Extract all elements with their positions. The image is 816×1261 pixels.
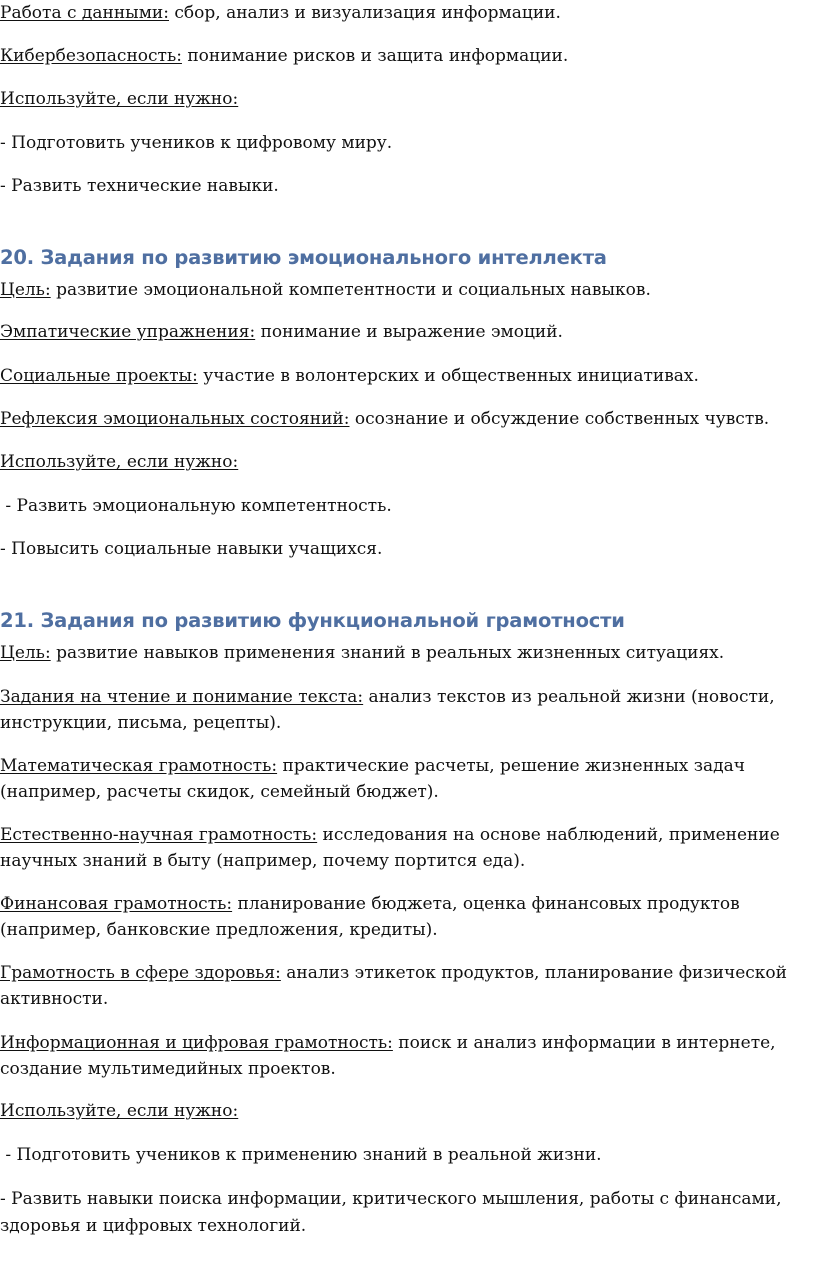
term-text: поиск и анализ информации в интернете, создание мультимедийных проектов. xyxy=(0,1033,776,1079)
paragraph-item xyxy=(0,364,810,389)
paragraph-item xyxy=(0,753,810,805)
term-text: участие в волонтерских и общественных инициативах. xyxy=(197,366,699,386)
term-text: исследования на основе наблюдений, применение научных знаний в быту (например, почему портится еда). xyxy=(0,825,780,871)
term-label: Рефлексия эмоциональных состояний: xyxy=(0,409,350,429)
term-text: практические расчеты, решение жизненных задач (например, расчеты скидок, семейный бюджет). xyxy=(0,756,746,802)
paragraph-goal xyxy=(0,278,810,303)
paragraph-cybersecurity xyxy=(0,44,810,69)
bullet-item: - Подготовить учеников к применению знаний в реальной жизни. xyxy=(0,1145,602,1165)
paragraph-goal xyxy=(0,641,810,666)
term-text: сбор, анализ и визуализация информации. xyxy=(169,3,561,23)
use-if-label: Используйте, если нужно: xyxy=(0,1101,239,1121)
section-heading-20: 20. Задания по развитию эмоционального интеллекта xyxy=(0,246,607,269)
paragraph-item xyxy=(0,1030,810,1082)
bullet-item: - Развить эмоциональную компетентность. xyxy=(0,496,392,516)
term-label: Грамотность в сфере здоровья: xyxy=(0,963,281,983)
paragraph-item xyxy=(0,320,810,345)
bullet-item: - Подготовить учеников к цифровому миру. xyxy=(0,133,393,153)
term-label: Естественно-научная грамотность: xyxy=(0,825,318,845)
use-if-label: Используйте, если нужно: xyxy=(0,452,239,472)
bullet-item: - Развить навыки поиска информации, критического мышления, работы с финансами, здоровья и цифровых технологий. xyxy=(0,1189,782,1236)
term-label: Кибербезопасность: xyxy=(0,46,182,66)
term-text: планирование бюджета, оценка финансовых продуктов (например, банковские предложения, кредиты). xyxy=(0,894,740,940)
term-label: Цель: xyxy=(0,643,51,663)
term-label: Социальные проекты: xyxy=(0,366,198,386)
term-text: развитие навыков применения знаний в реальных жизненных ситуациях. xyxy=(50,643,725,663)
bullet-item: - Повысить социальные навыки учащихся. xyxy=(0,539,383,559)
term-label: Математическая грамотность: xyxy=(0,756,278,776)
paragraph-item xyxy=(0,960,810,1012)
paragraph-item xyxy=(0,891,810,943)
term-label: Финансовая грамотность: xyxy=(0,894,233,914)
term-label: Цель: xyxy=(0,280,51,300)
section-heading-21: 21. Задания по развитию функциональной грамотности xyxy=(0,609,625,632)
term-text: анализ этикеток продуктов, планирование физической активности. xyxy=(0,963,787,1009)
term-label: Эмпатические упражнения: xyxy=(0,322,256,342)
paragraph-item xyxy=(0,822,810,874)
term-text: развитие эмоциональной компетентности и социальных навыков. xyxy=(50,280,651,300)
paragraph-data-work xyxy=(0,1,810,26)
term-label: Задания на чтение и понимание текста: xyxy=(0,687,364,707)
term-label: Работа с данными: xyxy=(0,3,169,23)
use-if-label: Используйте, если нужно: xyxy=(0,89,239,109)
paragraph-item xyxy=(0,407,810,432)
term-text: анализ текстов из реальной жизни (новости, инструкции, письма, рецепты). xyxy=(0,687,775,733)
paragraph-item xyxy=(0,684,810,736)
term-text: понимание и выражение эмоций. xyxy=(255,322,563,342)
term-label: Информационная и цифровая грамотность: xyxy=(0,1033,393,1053)
term-text: понимание рисков и защита информации. xyxy=(181,46,569,66)
term-text: осознание и обсуждение собственных чувств. xyxy=(349,409,770,429)
bullet-item: - Развить технические навыки. xyxy=(0,176,279,196)
